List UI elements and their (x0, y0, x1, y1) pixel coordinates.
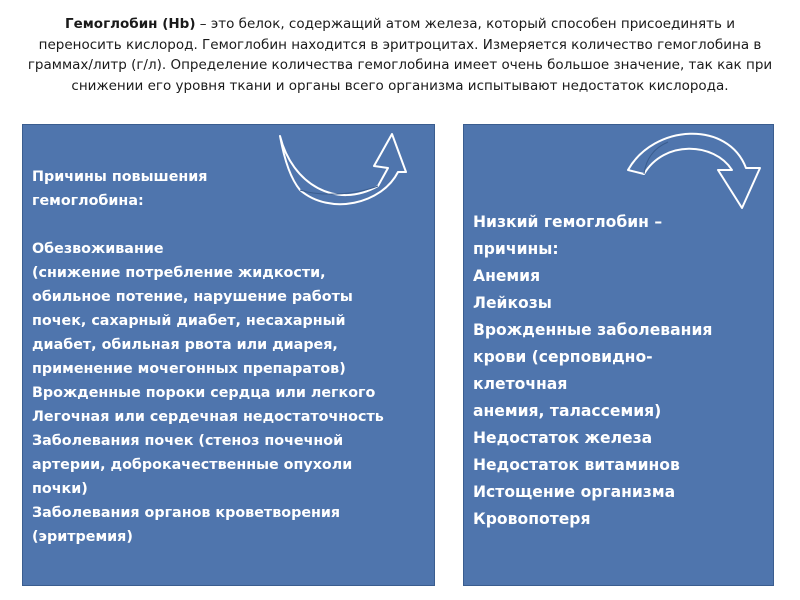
curved-arrow-down-icon (624, 128, 772, 210)
low-hemoglobin-causes: Низкий гемоглобин – причины: Анемия Лейкозы Врожденные заболевания крови (серповидно- клеточная анемия, талассемия) Недостаток железа Недостаток витаминов Истощение организма Кровопотеря (473, 213, 713, 528)
curved-arrow-up-icon (278, 132, 410, 214)
high-hemoglobin-causes: Причины повышения гемоглобина: Обезвоживание (снижение потребление жидкости, обильное потение, нарушение работы почек, сахарный диабет, несахарный диабет, обильная рвота или диарея, применение мочегонных препаратов) Врожденные пороки сердца или легкого Легочная или сердечная недостаточность Заболевания почек (стеноз почечной артерии, доброкачественные опухоли почки) Заболевания органов кроветворения (эритремия) (32, 169, 384, 545)
intro-term: Гемоглобин (Hb) (65, 16, 196, 32)
intro-definition: – это белок, содержащий атом железа, который способен присоединять и переносить кислород. Гемоглобин находится в эритроцитах. Измеряется количество гемоглобина в граммах/литр (г/л). Определение количества гемоглобина имеет очень большое значение, так как при снижении его уровня ткани и органы всего организма испытывают недостаток кислорода. (27, 16, 773, 94)
intro-paragraph (26, 14, 774, 96)
